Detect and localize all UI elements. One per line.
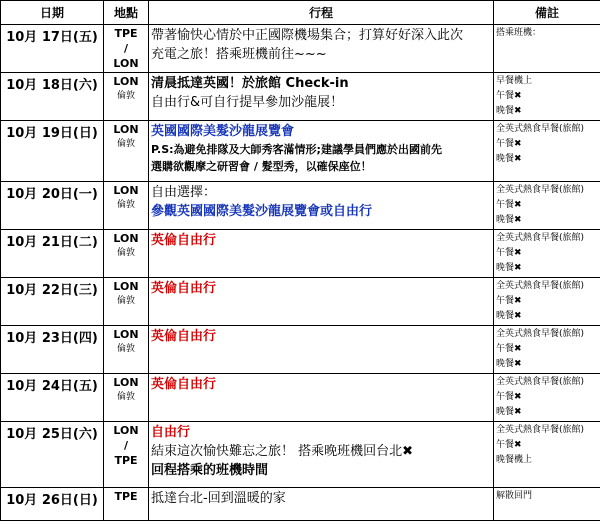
note-line: 晚餐✖: [496, 263, 522, 273]
schedule-line: 英倫自由行: [151, 281, 217, 296]
notes-cell: [494, 182, 600, 230]
header-date: 日期: [1, 1, 104, 25]
note-line: 早餐機上: [496, 76, 533, 86]
schedule-line: 帶著愉快心情於中正國際機場集合；打算好好深入此次: [151, 28, 464, 43]
place-cell: [104, 25, 149, 73]
note-line: 午餐✖: [496, 296, 522, 306]
note-line: 晚餐✖: [496, 215, 522, 225]
place-separator: /: [123, 42, 129, 55]
table-row: [1, 230, 600, 278]
place-cell: [104, 488, 149, 521]
note-line: 午餐✖: [496, 392, 522, 402]
notes-cell: [494, 278, 600, 326]
notes-cell: [494, 121, 600, 182]
schedule-line: 清晨抵達英國！於旅館 Check-in: [151, 76, 349, 91]
table-row: [1, 374, 600, 422]
header-row: [1, 1, 600, 25]
schedule-cell: [149, 422, 494, 488]
place-city: 倫敦: [116, 344, 135, 354]
date-cell: 10月 18日(六): [1, 73, 104, 121]
table-row: [1, 422, 600, 488]
schedule-line: 英倫自由行: [151, 233, 217, 248]
schedule-cell: [149, 278, 494, 326]
schedule-cell: [149, 73, 494, 121]
schedule-cell: [149, 374, 494, 422]
date-cell: 10月 20日(一): [1, 182, 104, 230]
note-line: 搭乘班機：: [496, 28, 542, 38]
note-line: 晚餐✖: [496, 154, 522, 164]
table-row: [1, 121, 600, 182]
schedule-cell: [149, 230, 494, 278]
table-row: [1, 278, 600, 326]
header-schedule: 行程: [149, 1, 494, 25]
place-code: TPE: [114, 27, 138, 40]
notes-cell: [494, 488, 600, 521]
header-notes: 備註: [494, 1, 600, 25]
note-line: 午餐✖: [496, 248, 522, 258]
place-city: 倫敦: [116, 392, 135, 402]
notes-cell: [494, 326, 600, 374]
schedule-line: 充電之旅！搭乘班機前往~~~: [151, 47, 327, 62]
schedule-line: 自由行&可自行提早參加沙龍展！: [151, 95, 344, 110]
schedule-line: P.S:為避免排隊及大師秀客滿情形;建議學員們應於出國前先: [151, 143, 442, 156]
schedule-cell: [149, 25, 494, 73]
place-code: LON: [113, 123, 139, 136]
note-line: 午餐✖: [496, 91, 522, 101]
date-cell: 10月 17日(五): [1, 25, 104, 73]
schedule-line: 自由行: [151, 425, 191, 440]
schedule-line: 回程搭乘的班機時間: [151, 463, 269, 478]
note-line: 午餐✖: [496, 344, 522, 354]
place-code: LON: [113, 280, 139, 293]
date-cell: 10月 19日(日): [1, 121, 104, 182]
notes-cell: [494, 374, 600, 422]
place-cell: [104, 374, 149, 422]
place-cell: [104, 73, 149, 121]
table-row: [1, 488, 600, 521]
notes-cell: [494, 25, 600, 73]
place-cell: [104, 326, 149, 374]
date-cell: 10月 21日(二): [1, 230, 104, 278]
date-cell: 10月 26日(日): [1, 488, 104, 521]
note-line: 午餐✖: [496, 139, 522, 149]
note-line: 午餐✖: [496, 200, 522, 210]
schedule-line: 英國國際美髮沙龍展覽會: [151, 124, 295, 139]
place-code: TPE: [114, 454, 138, 467]
schedule-line: 結束這次愉快難忘之旅！ 搭乘晚班機回台北✖: [151, 444, 414, 459]
notes-cell: [494, 230, 600, 278]
schedule-line: 英倫自由行: [151, 329, 217, 344]
place-code: LON: [113, 57, 139, 70]
table-row: [1, 326, 600, 374]
note-line: 全英式熱食早餐(旅館): [496, 377, 585, 387]
schedule-line: 抵達台北-回到溫暖的家: [151, 491, 286, 506]
place-code: LON: [113, 424, 139, 437]
place-code: LON: [113, 376, 139, 389]
note-line: 晚餐機上: [496, 455, 533, 465]
date-cell: 10月 22日(三): [1, 278, 104, 326]
note-line: 解散回門: [496, 491, 533, 501]
place-separator: /: [123, 439, 129, 452]
header-place: 地點: [104, 1, 149, 25]
note-line: 全英式熱食早餐(旅館): [496, 425, 585, 435]
place-code: LON: [113, 184, 139, 197]
place-code: LON: [113, 328, 139, 341]
note-line: 全英式熱食早餐(旅館): [496, 233, 585, 243]
note-line: 晚餐✖: [496, 311, 522, 321]
place-city: 倫敦: [116, 296, 135, 306]
note-line: 全英式熱食早餐(旅館): [496, 124, 585, 134]
schedule-line: 英倫自由行: [151, 377, 217, 392]
notes-cell: [494, 422, 600, 488]
place-code: LON: [113, 232, 139, 245]
place-city: 倫敦: [116, 200, 135, 210]
note-line: 晚餐✖: [496, 359, 522, 369]
date-cell: 10月 24日(五): [1, 374, 104, 422]
place-cell: [104, 121, 149, 182]
place-city: 倫敦: [116, 139, 135, 149]
note-line: 全英式熱食早餐(旅館): [496, 329, 585, 339]
note-line: 午餐✖: [496, 440, 522, 450]
table-row: [1, 25, 600, 73]
schedule-cell: [149, 488, 494, 521]
schedule-cell: [149, 326, 494, 374]
place-cell: [104, 278, 149, 326]
table-row: [1, 73, 600, 121]
table-row: [1, 182, 600, 230]
place-cell: [104, 182, 149, 230]
place-cell: [104, 230, 149, 278]
notes-cell: [494, 73, 600, 121]
date-cell: 10月 23日(四): [1, 326, 104, 374]
note-line: 晚餐✖: [496, 407, 522, 417]
place-city: 倫敦: [116, 91, 135, 101]
note-line: 全英式熱食早餐(旅館): [496, 281, 585, 291]
schedule-cell: [149, 182, 494, 230]
place-code: LON: [113, 75, 139, 88]
place-code: TPE: [114, 490, 138, 503]
schedule-line: 自由選擇：: [151, 185, 217, 200]
place-cell: [104, 422, 149, 488]
date-cell: 10月 25日(六): [1, 422, 104, 488]
place-city: 倫敦: [116, 248, 135, 258]
schedule-cell: [149, 121, 494, 182]
note-line: 全英式熱食早餐(旅館): [496, 185, 585, 195]
note-line: 晚餐✖: [496, 106, 522, 116]
schedule-line: 參觀英國國際美髮沙龍展覽會或自由行: [151, 204, 373, 219]
schedule-line: 選購欲觀摩之研習會 / 髮型秀，以確保座位！: [151, 160, 372, 173]
